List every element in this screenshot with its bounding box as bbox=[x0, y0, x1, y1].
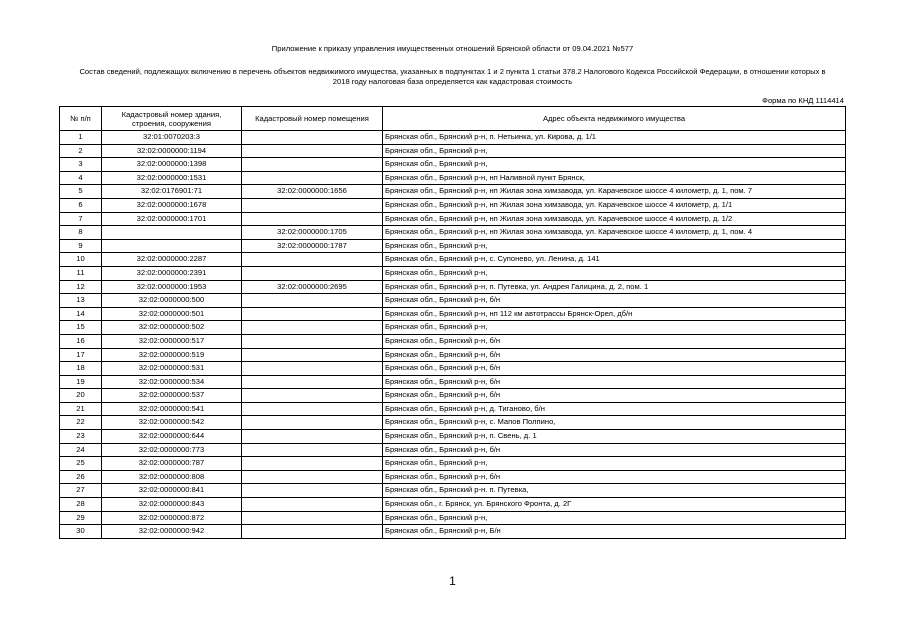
row-number-cell: 11 bbox=[60, 266, 102, 280]
row-number-cell: 13 bbox=[60, 294, 102, 308]
table-row bbox=[60, 375, 846, 389]
building-cadastral-number-cell: 32:02:0000000:542 bbox=[102, 416, 242, 430]
address-cell: Брянская обл., Брянский р-н, bbox=[383, 239, 846, 253]
column-header-building-cadastral: Кадастровый номер здания, строения, сооружения bbox=[102, 107, 242, 131]
address-cell: Брянская обл., Брянский р-н, нп Жилая зона химзавода, ул. Карачевское шоссе 4 километр, д. 1, пом. 4 bbox=[383, 226, 846, 240]
building-cadastral-number-cell bbox=[102, 239, 242, 253]
property-table bbox=[59, 106, 846, 539]
row-number-cell: 7 bbox=[60, 212, 102, 226]
row-number-cell: 18 bbox=[60, 362, 102, 376]
address-cell: Брянская обл., Брянский р-н, б/н bbox=[383, 389, 846, 403]
page-number: 1 bbox=[449, 574, 456, 588]
address-cell: Брянская обл., Брянский р-н, п. Свень, д. 1 bbox=[383, 430, 846, 444]
address-cell: Брянская обл., Брянский р-н, нп Жилая зона химзавода, ул. Карачевское шоссе 4 километр, д. 1/2 bbox=[383, 212, 846, 226]
table-row bbox=[60, 443, 846, 457]
building-cadastral-number-cell: 32:02:0000000:843 bbox=[102, 498, 242, 512]
column-header-premises-cadastral: Кадастровый номер помещения bbox=[242, 107, 383, 131]
table-row bbox=[60, 484, 846, 498]
table-row bbox=[60, 525, 846, 539]
table-row bbox=[60, 511, 846, 525]
building-cadastral-number-cell: 32:02:0000000:502 bbox=[102, 321, 242, 335]
table-row bbox=[60, 158, 846, 172]
table-header-row bbox=[60, 107, 846, 131]
address-cell: Брянская обл., Брянский р-н, с. Супонево, ул. Ленина, д. 141 bbox=[383, 253, 846, 267]
table-row bbox=[60, 212, 846, 226]
premises-cadastral-number-cell bbox=[242, 334, 383, 348]
row-number-cell: 23 bbox=[60, 430, 102, 444]
premises-cadastral-number-cell bbox=[242, 362, 383, 376]
building-cadastral-number-cell: 32:02:0000000:517 bbox=[102, 334, 242, 348]
row-number-cell: 21 bbox=[60, 402, 102, 416]
premises-cadastral-number-cell bbox=[242, 307, 383, 321]
building-cadastral-number-cell: 32:02:0000000:773 bbox=[102, 443, 242, 457]
row-number-cell: 22 bbox=[60, 416, 102, 430]
column-header-number: № п/п bbox=[60, 107, 102, 131]
table-row bbox=[60, 457, 846, 471]
premises-cadastral-number-cell bbox=[242, 253, 383, 267]
row-number-cell: 3 bbox=[60, 158, 102, 172]
table-row bbox=[60, 498, 846, 512]
address-cell: Брянская обл., Брянский р-н, б/н bbox=[383, 443, 846, 457]
building-cadastral-number-cell: 32:02:0000000:2391 bbox=[102, 266, 242, 280]
premises-cadastral-number-cell bbox=[242, 416, 383, 430]
table-row bbox=[60, 334, 846, 348]
row-number-cell: 25 bbox=[60, 457, 102, 471]
row-number-cell: 14 bbox=[60, 307, 102, 321]
address-cell: Брянская обл., Брянский р-н, bbox=[383, 511, 846, 525]
row-number-cell: 8 bbox=[60, 226, 102, 240]
row-number-cell: 26 bbox=[60, 470, 102, 484]
building-cadastral-number-cell: 32:02:0000000:1531 bbox=[102, 171, 242, 185]
row-number-cell: 28 bbox=[60, 498, 102, 512]
form-code: Форма по КНД 1114414 bbox=[762, 96, 844, 105]
premises-cadastral-number-cell bbox=[242, 511, 383, 525]
page-subtitle: Состав сведений, подлежащих включению в перечень объектов недвижимого имущества, указанных в подпунктах 1 и 2 пункта 1 статьи 378.2 Налогового Кодекса Российской Федерации, в отношении которых в 2018 году налоговая база определяется как кадастровая стоимость bbox=[79, 67, 826, 86]
address-cell: Брянская обл., Брянский р-н, б/н bbox=[383, 334, 846, 348]
building-cadastral-number-cell: 32:02:0000000:841 bbox=[102, 484, 242, 498]
address-cell: Брянская обл., Брянский р-н, bbox=[383, 266, 846, 280]
address-cell: Брянская обл., Брянский р-н, с. Мапов Полпино, bbox=[383, 416, 846, 430]
table-row bbox=[60, 280, 846, 294]
table-row bbox=[60, 253, 846, 267]
premises-cadastral-number-cell bbox=[242, 470, 383, 484]
table-row bbox=[60, 171, 846, 185]
page-title: Приложение к приказу управления имущественных отношений Брянской области от 09.04.2021 №577 bbox=[271, 44, 634, 53]
table-body bbox=[60, 131, 846, 539]
premises-cadastral-number-cell bbox=[242, 348, 383, 362]
building-cadastral-number-cell: 32:02:0176901:71 bbox=[102, 185, 242, 199]
premises-cadastral-number-cell bbox=[242, 266, 383, 280]
row-number-cell: 19 bbox=[60, 375, 102, 389]
column-header-address: Адрес объекта недвижимого имущества bbox=[383, 107, 846, 131]
address-cell: Брянская обл., Брянский р-н, п. Нетьинка, ул. Кирова, д. 1/1 bbox=[383, 131, 846, 145]
row-number-cell: 6 bbox=[60, 198, 102, 212]
row-number-cell: 1 bbox=[60, 131, 102, 145]
address-cell: Брянская обл., Брянский р-н, п. Путевка, ул. Андрея Галицина, д. 2, пом. 1 bbox=[383, 280, 846, 294]
table-row bbox=[60, 362, 846, 376]
building-cadastral-number-cell: 32:02:0000000:872 bbox=[102, 511, 242, 525]
building-cadastral-number-cell bbox=[102, 226, 242, 240]
row-number-cell: 17 bbox=[60, 348, 102, 362]
row-number-cell: 10 bbox=[60, 253, 102, 267]
table-row bbox=[60, 430, 846, 444]
premises-cadastral-number-cell bbox=[242, 212, 383, 226]
premises-cadastral-number-cell bbox=[242, 484, 383, 498]
table-row bbox=[60, 185, 846, 199]
premises-cadastral-number-cell bbox=[242, 131, 383, 145]
premises-cadastral-number-cell: 32:02:0000000:1787 bbox=[242, 239, 383, 253]
address-cell: Брянская обл., Брянский р-н. п. Путевка, bbox=[383, 484, 846, 498]
row-number-cell: 24 bbox=[60, 443, 102, 457]
table-row bbox=[60, 402, 846, 416]
row-number-cell: 12 bbox=[60, 280, 102, 294]
building-cadastral-number-cell: 32:02:0000000:644 bbox=[102, 430, 242, 444]
premises-cadastral-number-cell: 32:02:0000000:1705 bbox=[242, 226, 383, 240]
building-cadastral-number-cell: 32:02:0000000:787 bbox=[102, 457, 242, 471]
premises-cadastral-number-cell: 32:02:0000000:1656 bbox=[242, 185, 383, 199]
premises-cadastral-number-cell bbox=[242, 171, 383, 185]
row-number-cell: 30 bbox=[60, 525, 102, 539]
table-row bbox=[60, 131, 846, 145]
premises-cadastral-number-cell bbox=[242, 144, 383, 158]
building-cadastral-number-cell: 32:02:0000000:1398 bbox=[102, 158, 242, 172]
building-cadastral-number-cell: 32:02:0000000:2287 bbox=[102, 253, 242, 267]
premises-cadastral-number-cell bbox=[242, 158, 383, 172]
premises-cadastral-number-cell bbox=[242, 294, 383, 308]
premises-cadastral-number-cell bbox=[242, 198, 383, 212]
table-row bbox=[60, 307, 846, 321]
address-cell: Брянская обл., Брянский р-н, bbox=[383, 321, 846, 335]
row-number-cell: 15 bbox=[60, 321, 102, 335]
address-cell: Брянская обл., г. Брянск, ул. Брянского Фронта, д. 2Г bbox=[383, 498, 846, 512]
address-cell: Брянская обл., Брянский р-н, нп Наливной пункт Брянск, bbox=[383, 171, 846, 185]
building-cadastral-number-cell: 32:02:0000000:501 bbox=[102, 307, 242, 321]
address-cell: Брянская обл., Брянский р-н, Б/н bbox=[383, 525, 846, 539]
table-row bbox=[60, 389, 846, 403]
address-cell: Брянская обл., Брянский р-н, б/н bbox=[383, 294, 846, 308]
building-cadastral-number-cell: 32:02:0000000:942 bbox=[102, 525, 242, 539]
table-row bbox=[60, 416, 846, 430]
building-cadastral-number-cell: 32:02:0000000:1194 bbox=[102, 144, 242, 158]
building-cadastral-number-cell: 32:01:0070203:3 bbox=[102, 131, 242, 145]
table-row bbox=[60, 321, 846, 335]
premises-cadastral-number-cell bbox=[242, 498, 383, 512]
premises-cadastral-number-cell bbox=[242, 443, 383, 457]
premises-cadastral-number-cell bbox=[242, 375, 383, 389]
building-cadastral-number-cell: 32:02:0000000:537 bbox=[102, 389, 242, 403]
address-cell: Брянская обл., Брянский р-н, д. Тиганово, б/н bbox=[383, 402, 846, 416]
address-cell: Брянская обл., Брянский р-н, нп 112 км автотрассы Брянск-Орел, дб/н bbox=[383, 307, 846, 321]
address-cell: Брянская обл., Брянский р-н, нп Жилая зона химзавода, ул. Карачевское шоссе 4 километр, д. 1/1 bbox=[383, 198, 846, 212]
address-cell: Брянская обл., Брянский р-н, нп Жилая зона химзавода, ул. Карачевское шоссе 4 километр, д. 1, пом. 7 bbox=[383, 185, 846, 199]
building-cadastral-number-cell: 32:02:0000000:808 bbox=[102, 470, 242, 484]
premises-cadastral-number-cell bbox=[242, 525, 383, 539]
premises-cadastral-number-cell bbox=[242, 457, 383, 471]
building-cadastral-number-cell: 32:02:0000000:1678 bbox=[102, 198, 242, 212]
row-number-cell: 2 bbox=[60, 144, 102, 158]
table-row bbox=[60, 266, 846, 280]
address-cell: Брянская обл., Брянский р-н, bbox=[383, 144, 846, 158]
premises-cadastral-number-cell bbox=[242, 430, 383, 444]
row-number-cell: 16 bbox=[60, 334, 102, 348]
building-cadastral-number-cell: 32:02:0000000:531 bbox=[102, 362, 242, 376]
table-row bbox=[60, 470, 846, 484]
address-cell: Брянская обл., Брянский р-н, б/н bbox=[383, 362, 846, 376]
row-number-cell: 4 bbox=[60, 171, 102, 185]
address-cell: Брянская обл., Брянский р-н, bbox=[383, 158, 846, 172]
table-row bbox=[60, 226, 846, 240]
row-number-cell: 5 bbox=[60, 185, 102, 199]
building-cadastral-number-cell: 32:02:0000000:1953 bbox=[102, 280, 242, 294]
row-number-cell: 27 bbox=[60, 484, 102, 498]
row-number-cell: 9 bbox=[60, 239, 102, 253]
premises-cadastral-number-cell bbox=[242, 389, 383, 403]
building-cadastral-number-cell: 32:02:0000000:1701 bbox=[102, 212, 242, 226]
table-row bbox=[60, 198, 846, 212]
table-row bbox=[60, 348, 846, 362]
row-number-cell: 29 bbox=[60, 511, 102, 525]
premises-cadastral-number-cell bbox=[242, 321, 383, 335]
building-cadastral-number-cell: 32:02:0000000:519 bbox=[102, 348, 242, 362]
address-cell: Брянская обл., Брянский р-н, б/н bbox=[383, 470, 846, 484]
table-row bbox=[60, 144, 846, 158]
address-cell: Брянская обл., Брянский р-н, б/н bbox=[383, 375, 846, 389]
address-cell: Брянская обл., Брянский р-н, б/н bbox=[383, 348, 846, 362]
row-number-cell: 20 bbox=[60, 389, 102, 403]
premises-cadastral-number-cell: 32:02:0000000:2695 bbox=[242, 280, 383, 294]
premises-cadastral-number-cell bbox=[242, 402, 383, 416]
table-row bbox=[60, 294, 846, 308]
address-cell: Брянская обл., Брянский р-н, bbox=[383, 457, 846, 471]
table-row bbox=[60, 239, 846, 253]
building-cadastral-number-cell: 32:02:0000000:541 bbox=[102, 402, 242, 416]
building-cadastral-number-cell: 32:02:0000000:534 bbox=[102, 375, 242, 389]
building-cadastral-number-cell: 32:02:0000000:500 bbox=[102, 294, 242, 308]
